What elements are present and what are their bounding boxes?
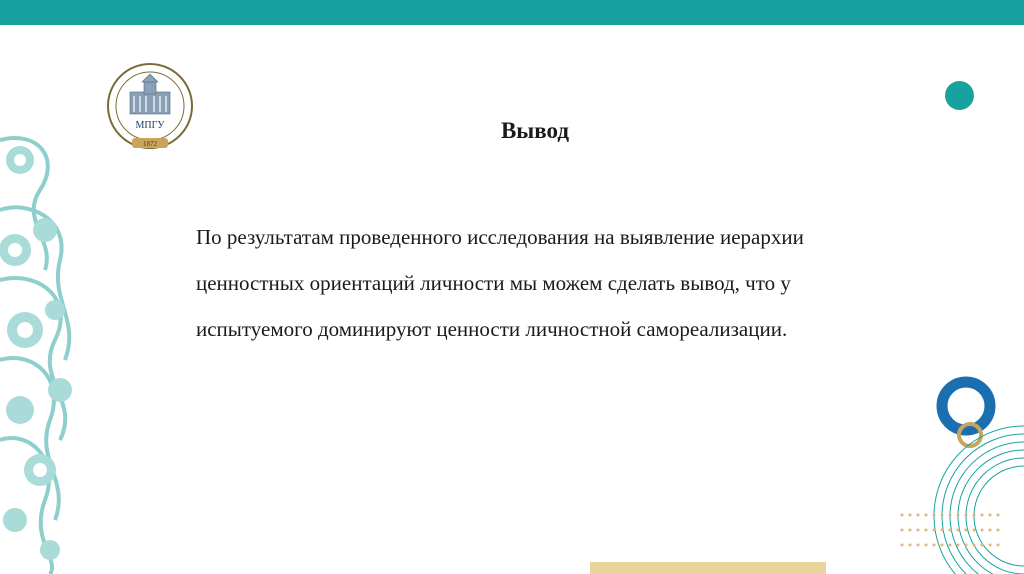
svg-text:МПГУ: МПГУ	[135, 120, 165, 131]
slide-title: Вывод	[500, 118, 570, 143]
teal-dot-decoration	[945, 81, 974, 110]
svg-text:1872: 1872	[143, 140, 157, 148]
body-line: ценностных ориентаций личности мы можем сделать вывод, что у	[196, 271, 791, 295]
body-line: испытуемого доминируют ценности личностной самореализации.	[196, 317, 788, 341]
bottom-accent-bar	[590, 562, 826, 574]
slide-body-text	[196, 214, 936, 352]
top-accent-bar	[0, 0, 1024, 25]
floral-ornament-decoration	[0, 120, 110, 574]
concentric-circles-decoration	[900, 370, 1024, 574]
body-line: По результатам проведенного исследования на выявление иерархии	[196, 225, 804, 249]
